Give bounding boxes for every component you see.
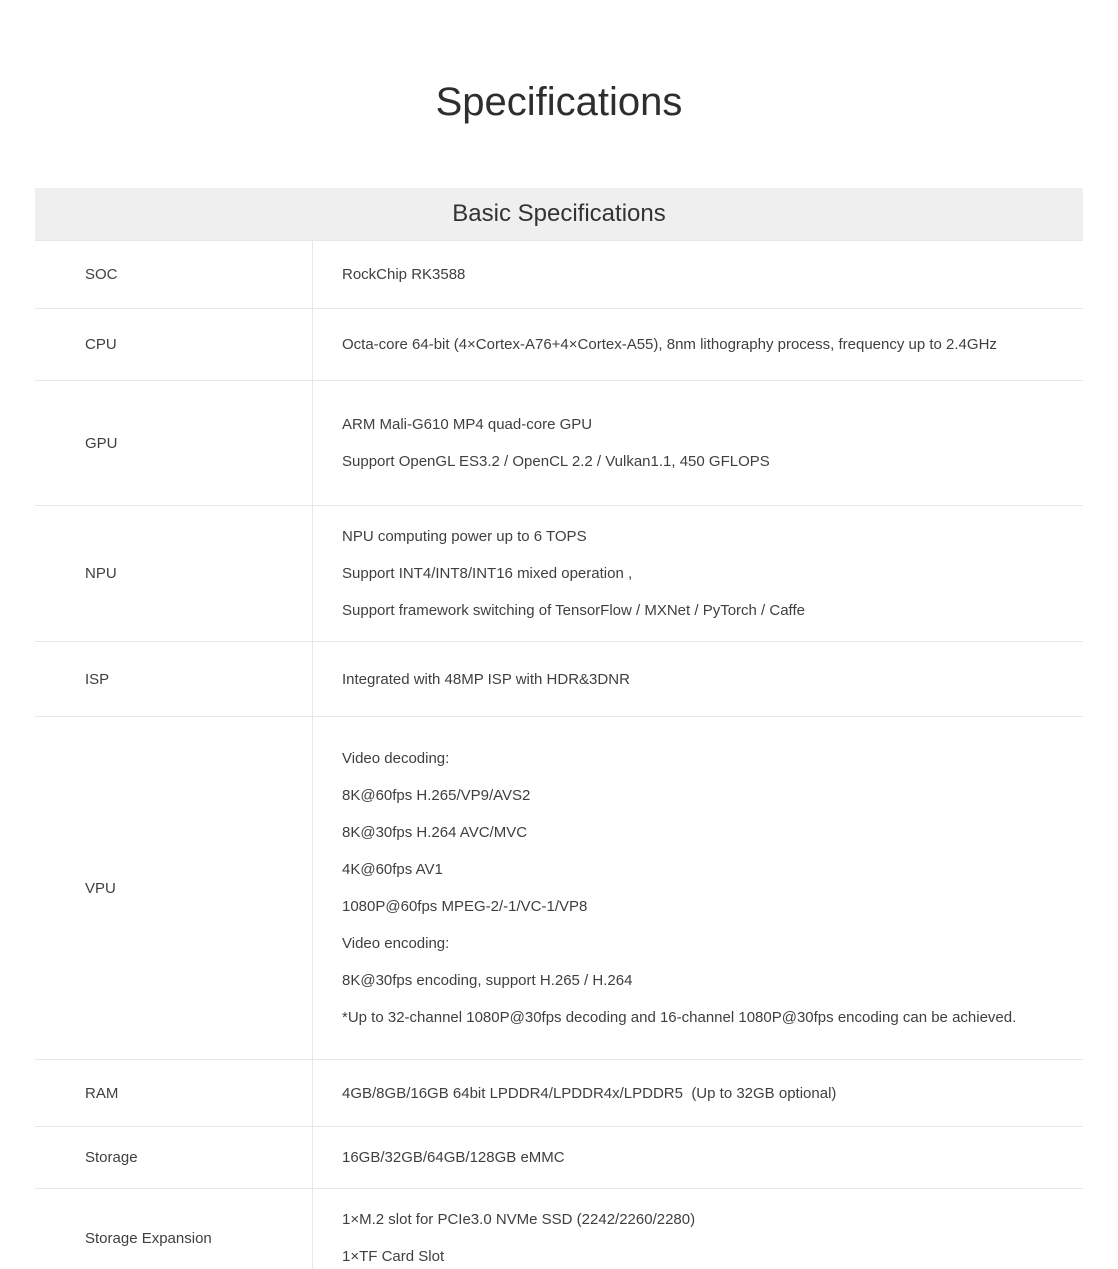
table-row (35, 641, 1083, 716)
row-value-line: Octa-core 64-bit (4×Cortex-A76+4×Cortex-A55), 8nm lithography process, frequency up to 2.4GHz (342, 336, 997, 353)
table-row (35, 308, 1083, 380)
row-label: GPU (85, 434, 118, 452)
row-value-line: Support INT4/INT8/INT16 mixed operation , (342, 565, 633, 582)
table-row (35, 505, 1083, 641)
table-row (35, 1188, 1083, 1269)
table-section-header: Basic Specifications (35, 188, 1083, 240)
row-label: Storage (85, 1149, 138, 1166)
row-label: Storage Expansion (85, 1229, 212, 1247)
row-value-line: 1×M.2 slot for PCIe3.0 NVMe SSD (2242/2260/2280) (342, 1211, 696, 1228)
row-value-line: Video encoding: (342, 935, 450, 952)
row-label: VPU (85, 879, 116, 897)
row-value-line: 4GB/8GB/16GB 64bit LPDDR4/LPDDR4x/LPDDR5 (Up to 32GB optional) (342, 1084, 837, 1102)
row-value (312, 1060, 1083, 1126)
page-title: Specifications (435, 80, 683, 124)
row-value-line: NPU computing power up to 6 TOPS (342, 528, 587, 545)
row-value (312, 309, 1083, 380)
row-value (312, 381, 1083, 505)
row-value-line: 8K@60fps H.265/VP9/AVS2 (342, 787, 531, 804)
row-value-line: 8K@30fps H.264 AVC/MVC (342, 824, 528, 841)
row-value-line: 8K@30fps encoding, support H.265 / H.264 (342, 972, 633, 989)
row-value-line: Support framework switching of TensorFlow / MXNet / PyTorch / Caffe (342, 602, 805, 619)
row-label: NPU (85, 565, 117, 582)
table-row (35, 380, 1083, 505)
row-value-line: 1080P@60fps MPEG-2/-1/VC-1/VP8 (342, 898, 588, 915)
row-value-line: ARM Mali-G610 MP4 quad-core GPU (342, 416, 593, 433)
spec-rows (35, 240, 1083, 1269)
row-value (312, 717, 1083, 1059)
row-value-line: RockChip RK3588 (342, 266, 466, 283)
table-row (35, 1059, 1083, 1126)
row-value-line: *Up to 32-channel 1080P@30fps decoding and 16-channel 1080P@30fps encoding can be achieved. (342, 1009, 1017, 1026)
row-value-line: Video decoding: (342, 750, 450, 767)
row-value-line: 1×TF Card Slot (342, 1248, 445, 1265)
row-value (312, 506, 1083, 641)
row-label: SOC (85, 266, 118, 283)
row-value (312, 1189, 1083, 1269)
row-value-line: 16GB/32GB/64GB/128GB eMMC (342, 1149, 565, 1166)
basic-specifications-table (35, 188, 1083, 1269)
row-value-line: 4K@60fps AV1 (342, 861, 443, 878)
row-value (312, 642, 1083, 716)
table-row (35, 1126, 1083, 1188)
row-label: CPU (85, 336, 117, 353)
row-value-line: Integrated with 48MP ISP with HDR&3DNR (342, 670, 630, 688)
table-row (35, 716, 1083, 1059)
row-value (312, 241, 1083, 308)
row-label: RAM (85, 1084, 119, 1102)
table-row (35, 240, 1083, 308)
row-value (312, 1127, 1083, 1188)
row-label: ISP (85, 670, 110, 688)
row-value-line: Support OpenGL ES3.2 / OpenCL 2.2 / Vulkan1.1, 450 GFLOPS (342, 453, 770, 470)
